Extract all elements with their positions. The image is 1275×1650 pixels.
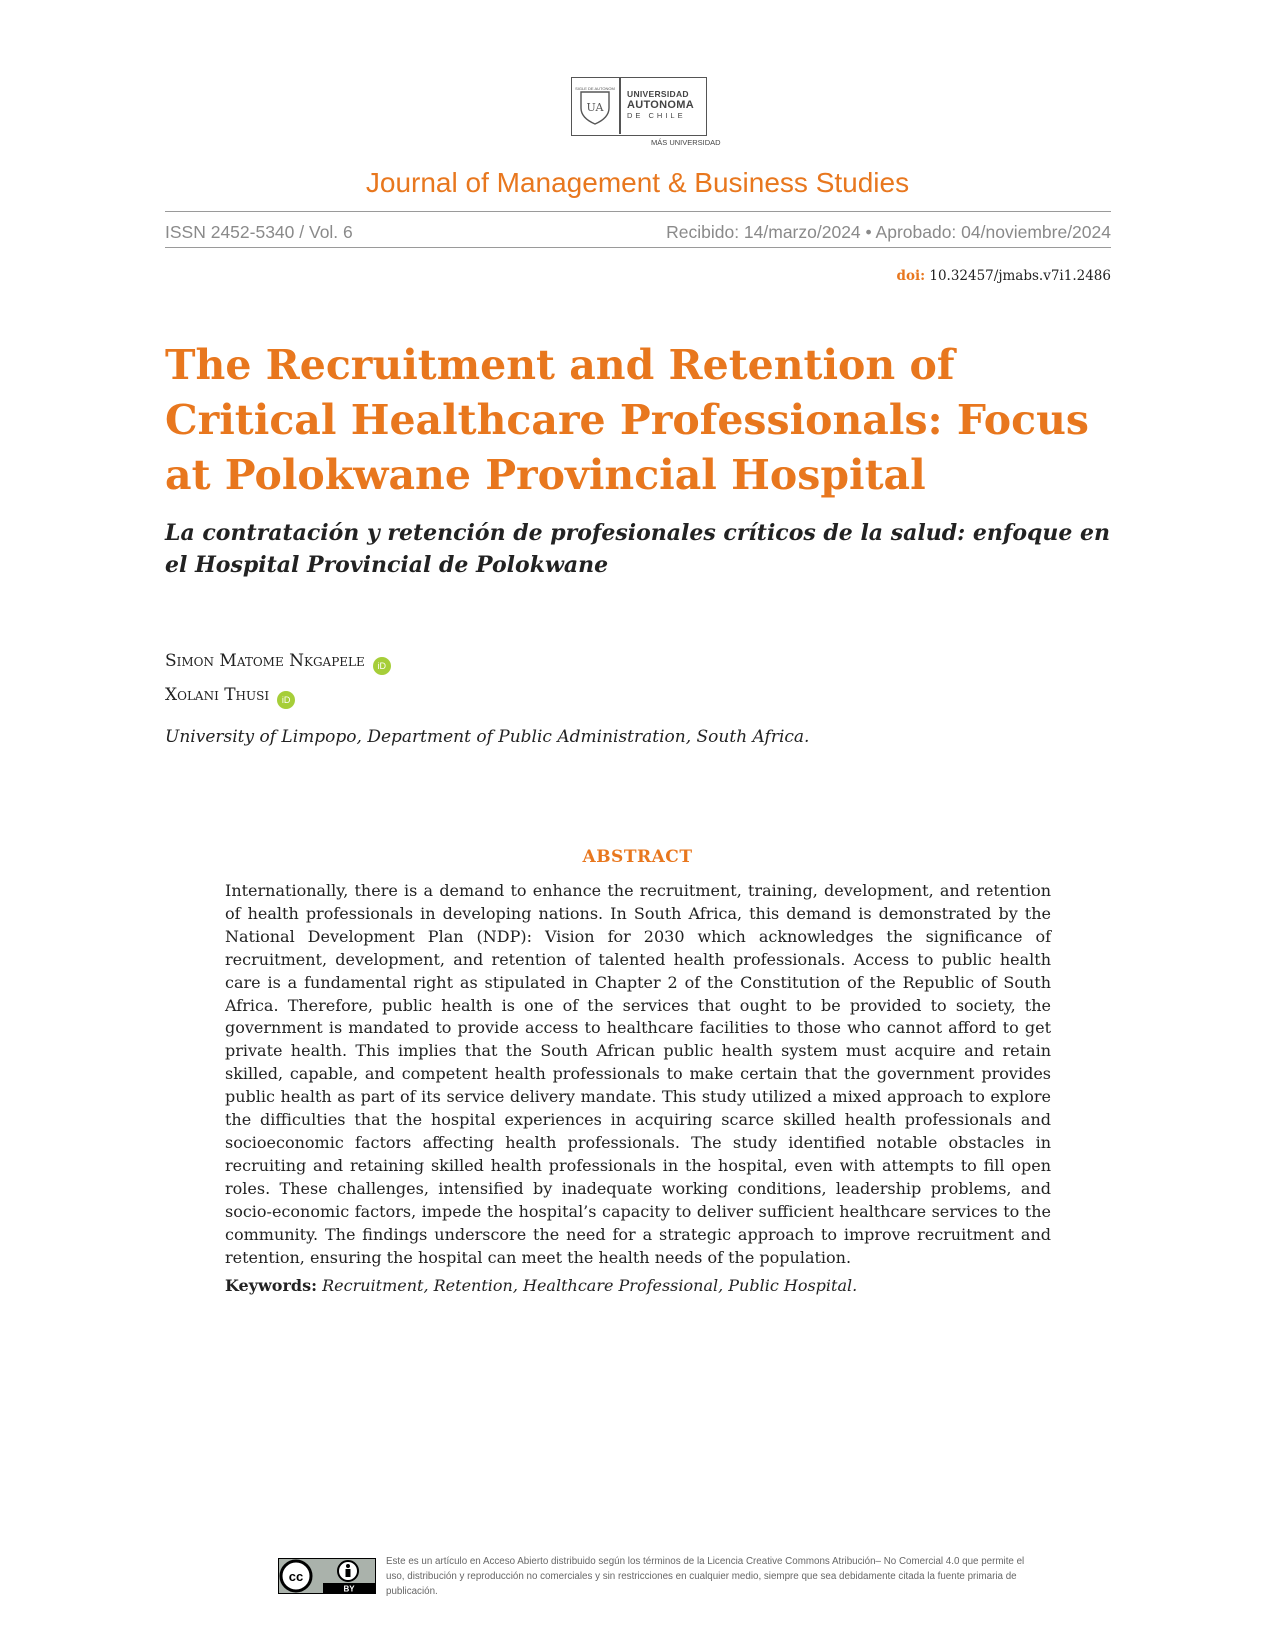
affiliation: University of Limpopo, Department of Public Administration, South Africa. bbox=[165, 727, 810, 747]
logo-wordmark bbox=[627, 90, 701, 120]
logo-line-3: DE CHILE bbox=[627, 110, 686, 120]
doi-label: doi: bbox=[896, 268, 926, 284]
abstract-heading: ABSTRACT bbox=[582, 847, 693, 867]
received-approved-dates: Recibido: 14/marzo/2024 • Aprobado: 04/noviembre/2024 bbox=[666, 222, 1111, 242]
logo-line-1: UNIVERSIDAD bbox=[627, 89, 689, 99]
keywords bbox=[225, 1276, 1051, 1295]
author-name: Xolani Thusi bbox=[165, 685, 270, 705]
orcid-icon[interactable]: iD bbox=[277, 691, 295, 709]
logo-line-2: AUTONOMA bbox=[627, 98, 694, 111]
author-2 bbox=[165, 685, 295, 709]
license-text: Este es un artículo en Acceso Abierto distribuido según los términos de la Licencia Creative Commons Atribución– No Comercial 4.0 que permite el uso, distribución y reproducción no comerciales y sin restricciones en cualquier medio, siempre que sea debidamente citada la fuente primaria de publicación. bbox=[386, 1556, 1025, 1597]
logo-divider bbox=[619, 77, 621, 134]
by-text: BY bbox=[343, 1584, 355, 1594]
author-1 bbox=[165, 651, 391, 675]
keywords-list: Recruitment, Retention, Healthcare Professional, Public Hospital. bbox=[322, 1276, 858, 1295]
doi bbox=[897, 268, 1112, 284]
orcid-icon[interactable]: iD bbox=[373, 657, 391, 675]
shield-icon bbox=[575, 86, 615, 126]
seal-text: UA bbox=[586, 101, 604, 114]
header-rule-bottom bbox=[165, 247, 1111, 248]
doi-link[interactable]: 10.32457/jmabs.v7i1.2486 bbox=[929, 268, 1111, 284]
seal-motto: SIGLE DE AUTONOM bbox=[575, 86, 615, 91]
keywords-label: Keywords: bbox=[225, 1276, 318, 1295]
cc-text: cc bbox=[288, 1569, 304, 1584]
article-subtitle-es: La contratación y retención de profesionales críticos de la salud: enfoque en el Hospital Provincial de Polokwane bbox=[165, 520, 1111, 578]
abstract-body: Internationally, there is a demand to enhance the recruitment, training, development, and retention of health professionals in developing nations. In South Africa, this demand is demonstrated by the National Development Plan (NDP): Vision for 2030 which acknowledges the significance of recruitment, development, and retention of talented health professionals. Access to public health care is a fundamental right as stipulated in Chapter 2 of the Constitution of the Republic of South Africa. Therefore, public health is one of the services that ought to be provided to society, the government is mandated to provide access to healthcare facilities to those who cannot afford to get private health. This implies that the South African public health system must acquire and retain skilled, capable, and competent health professionals to make certain that the government provides public health as part of its service delivery mandate. This study utilized a mixed approach to explore the difficulties that the hospital experiences in acquiring scarce skilled health professionals and socioeconomic factors affecting health professionals. The study identified notable obstacles in recruiting and retaining skilled health professionals in the hospital, even with attempts to fill open roles. These challenges, intensified by inadequate working conditions, leadership problems, and socio-economic factors, impede the hospital’s capacity to deliver sufficient healthcare services to the community. The findings underscore the need for a strategic approach to improve recruitment and retention, ensuring the hospital can meet the health needs of the population. bbox=[225, 881, 1051, 1267]
article-title: The Recruitment and Retention of Critical Healthcare Professionals: Focus at Polokwane Provincial Hospital bbox=[165, 341, 1090, 499]
cc-by-license-icon[interactable] bbox=[278, 1558, 376, 1594]
logo-tagline: MÁS UNIVERSIDAD bbox=[651, 138, 721, 147]
issn-volume: ISSN 2452-5340 / Vol. 6 bbox=[165, 222, 353, 242]
university-logo bbox=[571, 77, 721, 149]
journal-name: Journal of Management & Business Studies bbox=[365, 167, 910, 198]
header-rule-top bbox=[165, 211, 1111, 212]
author-name: Simon Matome Nkgapele bbox=[165, 651, 365, 671]
